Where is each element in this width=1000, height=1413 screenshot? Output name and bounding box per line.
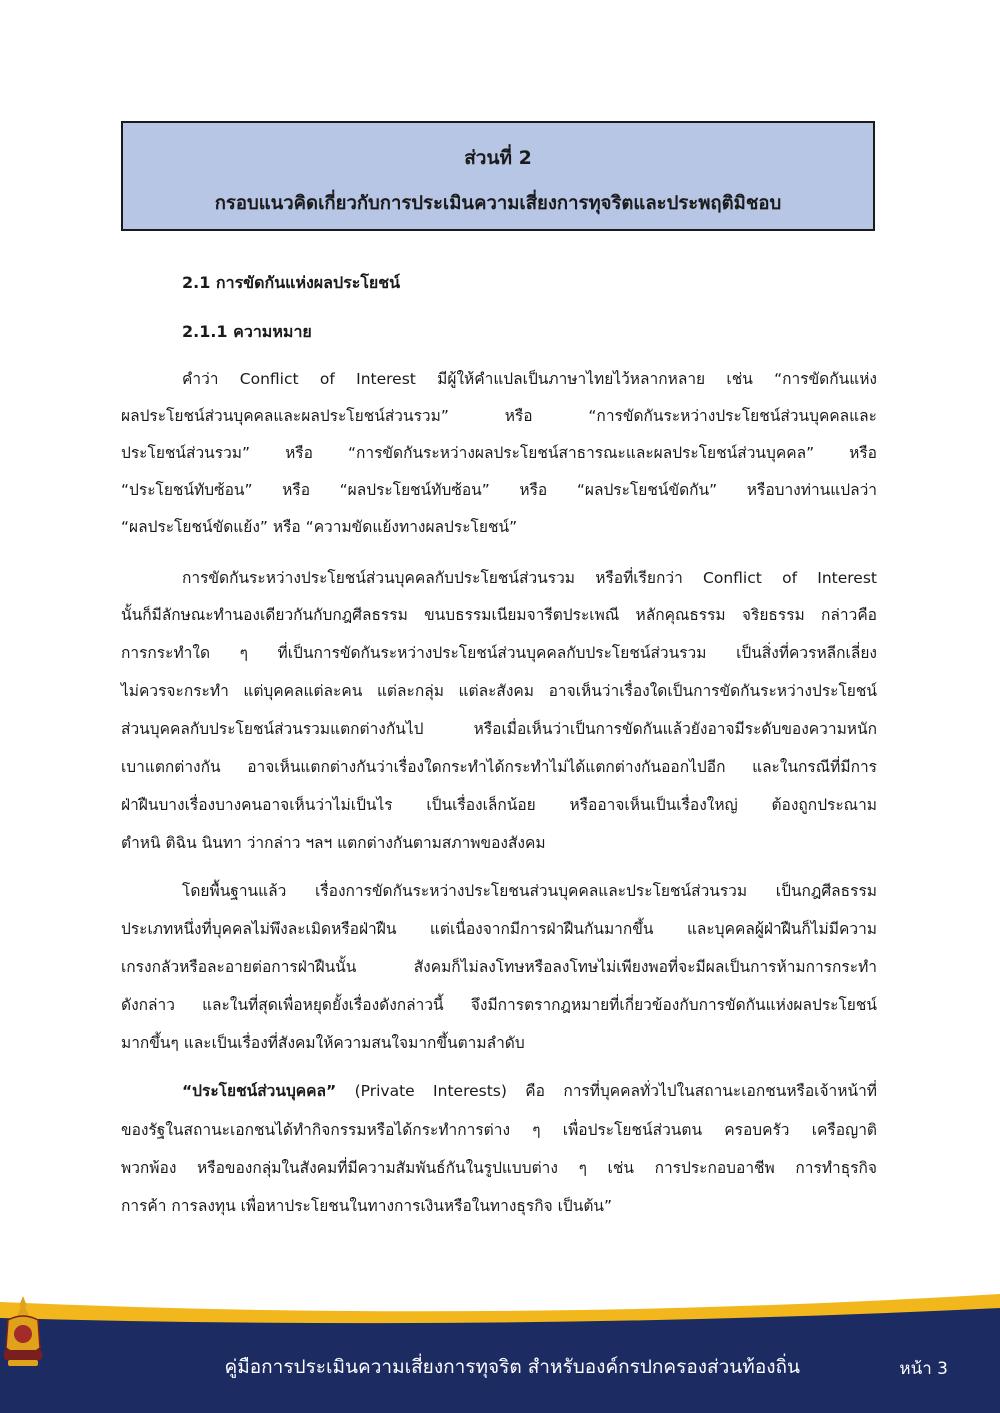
paragraph-line: นั้นก็มีลักษณะทำนองเดียวกันกับกฎศีลธรรม ขนบธรรมเนียมจารีตประเพณี หลักคุณธรรม จริยธรรม กล่าวคือ — [121, 606, 877, 624]
paragraph-line: เกรงกลัวหรือละอายต่อการฝ่าฝืนนั้น สังคมก็ไม่ลงโทษหรือลงโทษไม่เพียงพอที่จะมีผลเป็นการห้ามการกระทำ — [121, 958, 877, 976]
paragraph-line: ฝ่าฝืนบางเรื่องบางคนอาจเห็นว่าไม่เป็นไร เป็นเรื่องเล็กน้อย หรืออาจเห็นเป็นเรื่องใหญ่ ต้องถูกประณาม — [121, 796, 877, 814]
paragraph-line: คำว่า Conflict of Interest มีผู้ให้คำแปลเป็นภาษาไทยไว้หลากหลาย เช่น “การขัดกันแห่ง — [182, 370, 877, 388]
paragraph-text: (Private Interests) คือ การที่บุคคลทั่วไปในสถานะเอกชนหรือเจ้าหน้าที่ — [336, 1082, 877, 1100]
heading-2-1: 2.1 การขัดกันแห่งผลประโยชน์ — [182, 273, 401, 292]
paragraph-line: การกระทำใด ๆ ที่เป็นการขัดกันระหว่างประโยชน์ส่วนบุคคลกับประโยชน์ส่วนรวม เป็นสิ่งที่ควรหลีกเลี่ยง — [121, 644, 877, 662]
paragraph-line: ส่วนบุคคลกับประโยชน์ส่วนรวมแตกต่างกันไป หรือเมื่อเห็นว่าเป็นการขัดกันแล้วยังอาจมีระดับของความหนัก — [121, 720, 877, 738]
paragraph-line: การขัดกันระหว่างประโยชน์ส่วนบุคคลกับประโยชน์ส่วนรวม หรือที่เรียกว่า Conflict of Interest — [182, 569, 877, 587]
paragraph-line: ดังกล่าว และในที่สุดเพื่อหยุดยั้งเรื่องดังกล่าวนี้ จึงมีการตรากฎหมายที่เกี่ยวข้องกับการขัดกันแห่งผลประโยชน์ — [121, 996, 877, 1014]
paragraph-line: ผลประโยชน์ส่วนบุคคลและผลประโยชน์ส่วนรวม” หรือ “การขัดกันระหว่างประโยชน์ส่วนบุคคลและ — [121, 407, 877, 425]
paragraph-line: พวกพ้อง หรือของกลุ่มในสังคมที่มีความสัมพันธ์กันในรูปแบบต่าง ๆ เช่น การประกอบอาชีพ การทำธุรกิจ — [121, 1159, 877, 1177]
paragraph-line: เบาแตกต่างกัน อาจเห็นแตกต่างกันว่าเรื่องใดกระทำได้กระทำไม่ได้แตกต่างกันออกไปอีก และในกรณีที่มีการ — [121, 758, 877, 776]
paragraph-line: ไม่ควรจะกระทำ แต่บุคคลแต่ละคน แต่ละกลุ่ม แต่ละสังคม อาจเห็นว่าเรื่องใดเป็นการขัดกันระหว่างประโยชน์ — [121, 682, 877, 700]
paragraph-line: ของรัฐในสถานะเอกชนได้ทำกิจกรรมหรือได้กระทำการต่าง ๆ เพื่อประโยชน์ส่วนตน ครอบครัว เครือญาติ — [121, 1121, 877, 1139]
heading-2-1-1: 2.1.1 ความหมาย — [182, 322, 312, 341]
paragraph-line: ประโยชน์ส่วนรวม” หรือ “การขัดกันระหว่างผลประโยชน์สาธารณะและผลประโยชน์ส่วนบุคคล” หรือ — [121, 444, 877, 462]
page-footer — [0, 1294, 1000, 1413]
section-header-box — [121, 121, 875, 231]
page-number: หน้า 3 — [899, 1359, 948, 1379]
paragraph-line: มากขึ้นๆ และเป็นเรื่องที่สังคมให้ความสนใจมากขึ้นตามลำดับ — [121, 1034, 525, 1052]
part-number: ส่วนที่ 2 — [464, 147, 532, 169]
paragraph-line: การค้า การลงทุน เพื่อหาประโยชนในทางการเงินหรือในทางธุรกิจ เป็นต้น” — [121, 1197, 613, 1215]
paragraph-line — [182, 1078, 877, 1104]
paragraph-line: โดยพื้นฐานแล้ว เรื่องการขัดกันระหว่างประโยชนส่วนบุคคลและประโยชน์ส่วนรวม เป็นกฎศีลธรรม — [182, 882, 877, 900]
paragraph-line: ตำหนิ ติฉิน นินทา ว่ากล่าว ฯลฯ แตกต่างกันตามสภาพของสังคม — [121, 834, 546, 852]
part-title: กรอบแนวคิดเกี่ยวกับการประเมินความเสี่ยงการทุจริตและประพฤติมิชอบ — [214, 193, 782, 214]
department-emblem-icon — [0, 1294, 46, 1368]
paragraph-line: “ผลประโยชน์ขัดแย้ง” หรือ “ความขัดแย้งทางผลประโยชน์” — [121, 518, 518, 536]
paragraph-line: “ประโยชน์ทับซ้อน” หรือ “ผลประโยชน์ทับซ้อน” หรือ “ผลประโยชน์ขัดกัน” หรือบางท่านแปลว่า — [121, 481, 877, 499]
footer-title: คู่มือการประเมินความเสี่ยงการทุจริต สำหรับองค์กรปกครองส่วนท้องถิ่น — [224, 1356, 800, 1378]
bold-term: “ประโยชน์ส่วนบุคคล” — [182, 1082, 337, 1100]
paragraph-line: ประเภทหนึ่งที่บุคคลไม่พึงละเมิดหรือฝ่าฝืน แต่เนื่องจากมีการฝ่าฝืนกันมากขึ้น และบุคคลผู้ฝ่าฝืนก็ไม่มีความ — [121, 920, 877, 938]
